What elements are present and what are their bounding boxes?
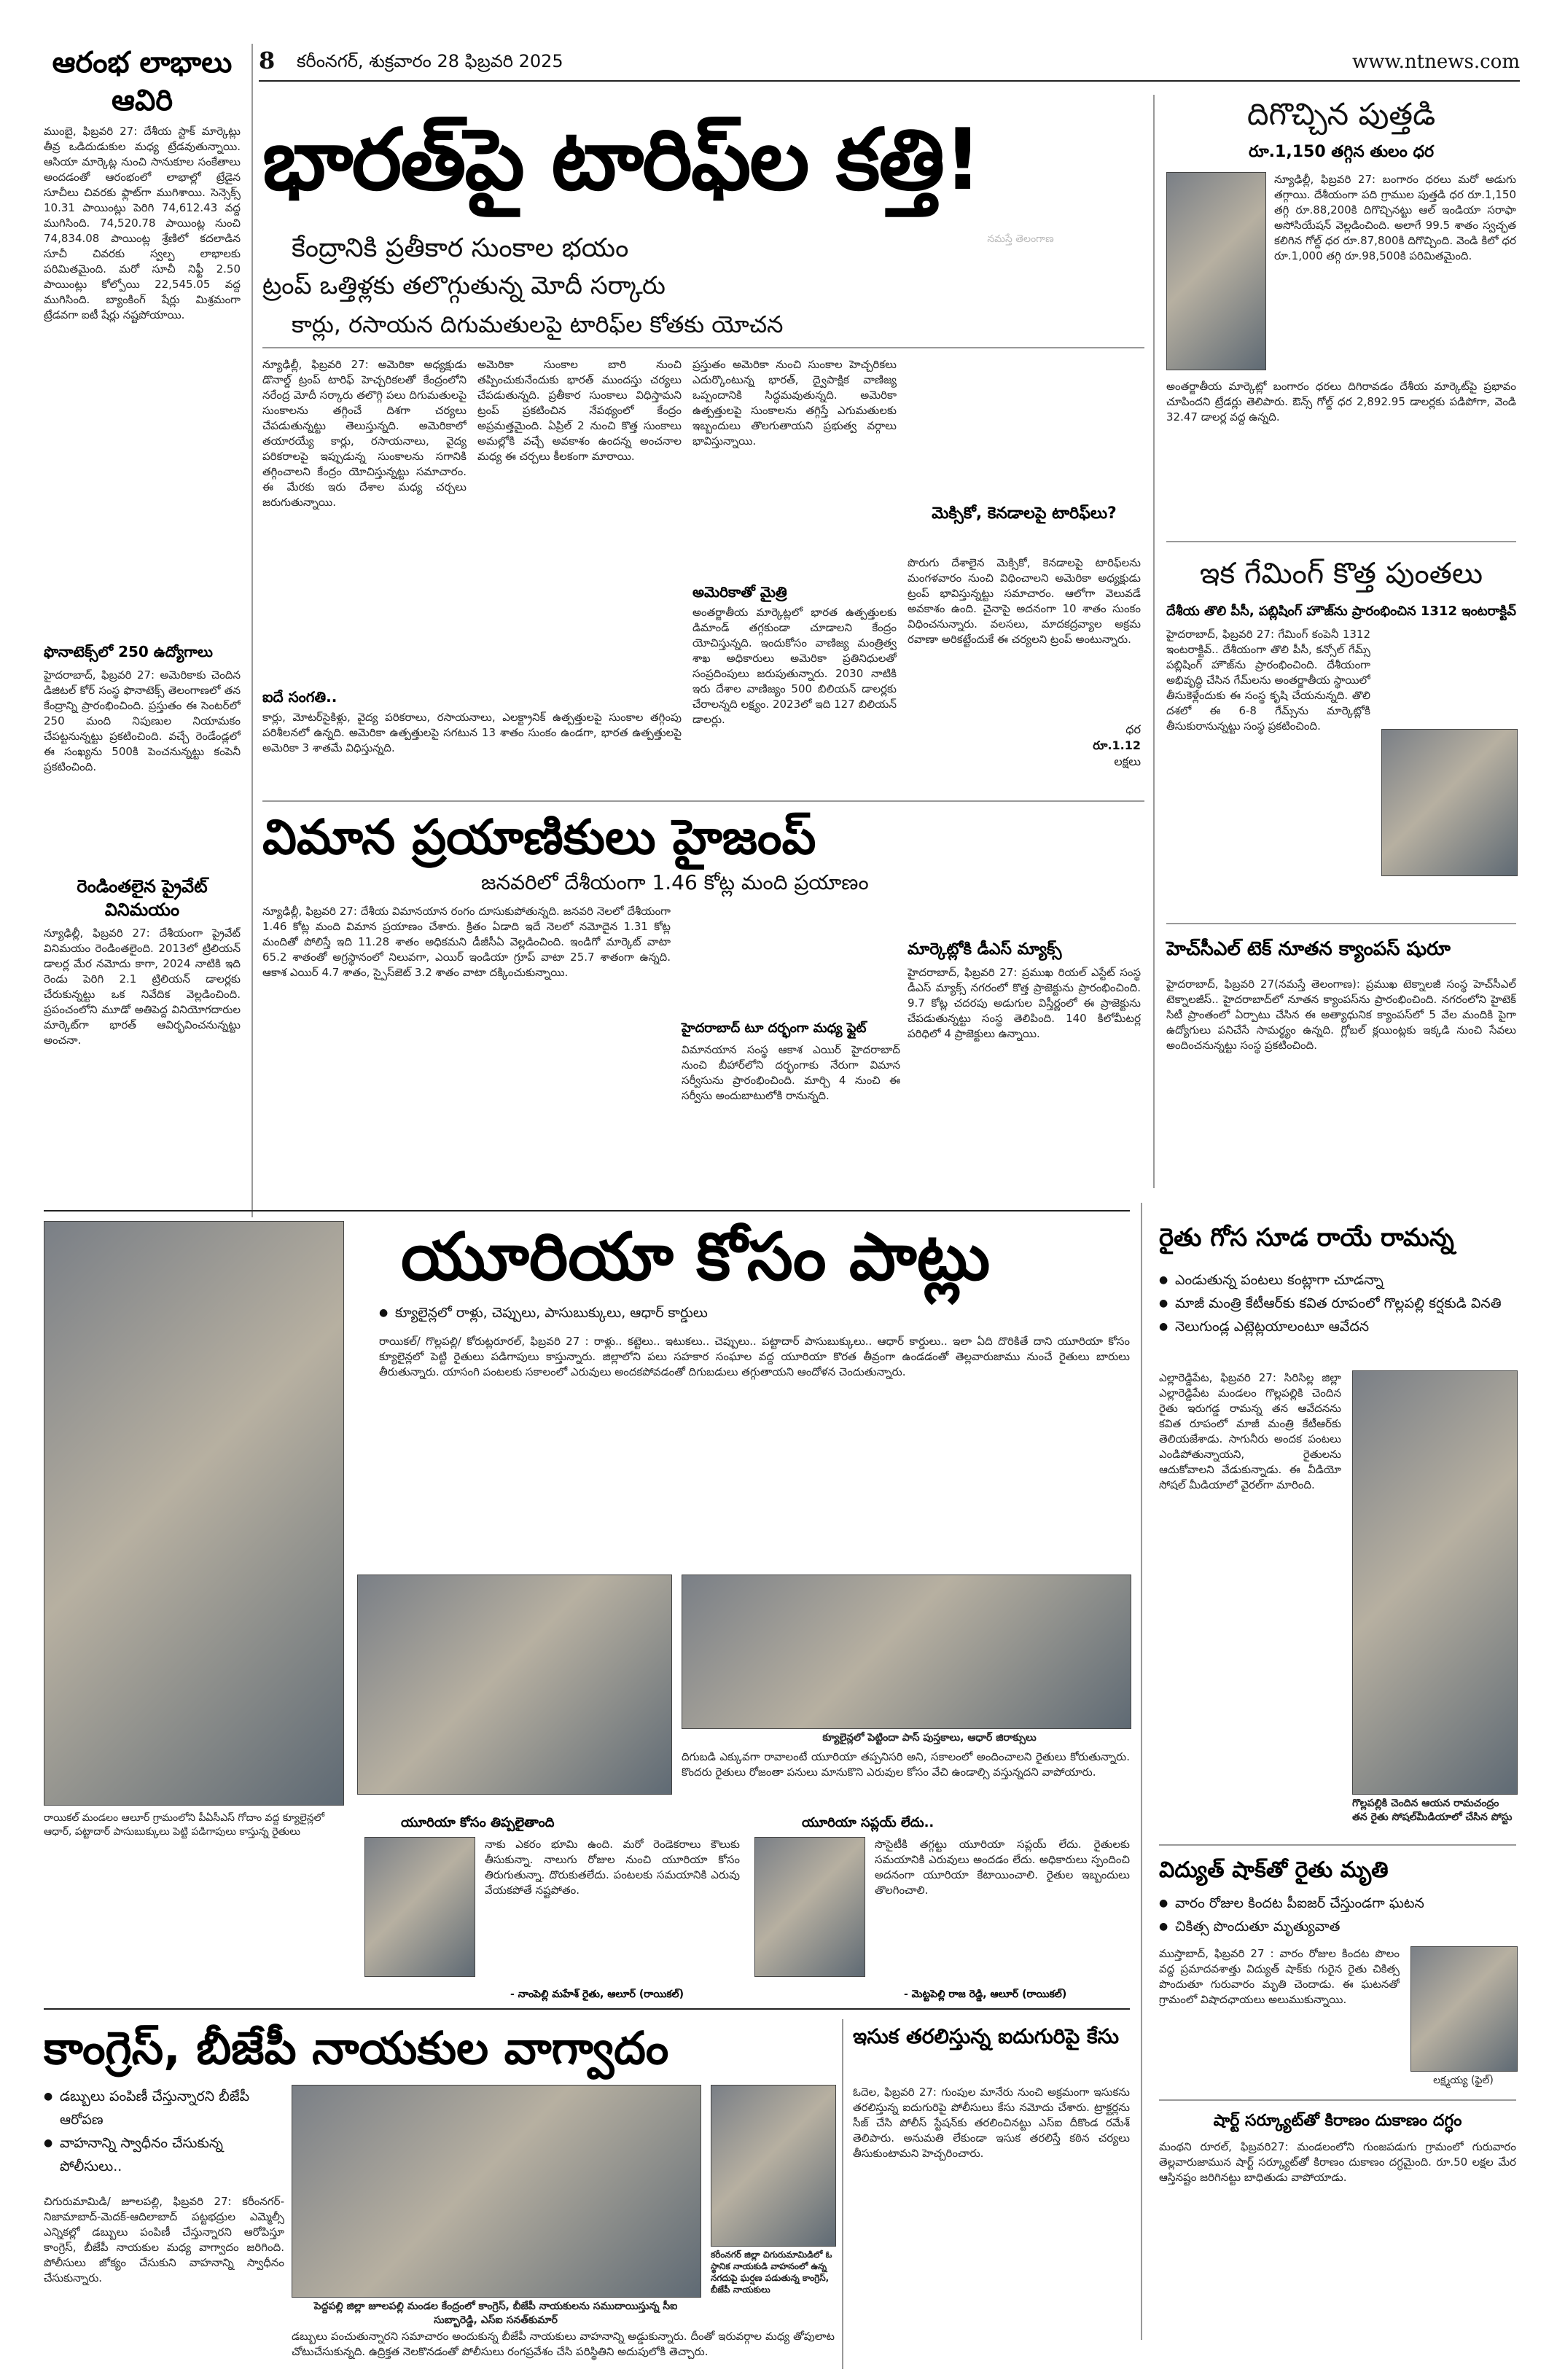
electric-body: ముస్తాబాద్, ఫిబ్రవరి 27 : వారం రోజుల కిందట పొలం వద్ద ప్రమాదవశాత్తు విద్యుత్ షాక్‌కు గురైన రైతు చికిత్స పొందుతూ గురువారం మృతి చెందాడు. ఈ ఘటనతో గ్రామంలో విషాదఛాయలు అలుముకున్నాయి. bbox=[1159, 1947, 1400, 2006]
hijump-subhead: జనవరిలో దేశీయంగా 1.46 కోట్ల మంది ప్రయాణం bbox=[481, 870, 869, 894]
congress-photo-2 bbox=[711, 2085, 836, 2247]
urea-body-b: దిగుబడి ఎక్కువగా రావాలంటే యూరియా తప్పనిసరి అని, సకాలంలో అందించాలని రైతులు కోరుతున్నారు. కొందరు రైతులు రోజంతా పనులు మానుకొని ఎరువుల కోసం వేచి ఉండాల్సి వస్తున్నదని వాపోయారు. bbox=[682, 1750, 1130, 1779]
congress-top-rule bbox=[44, 2008, 1130, 2010]
urea-top-rule bbox=[44, 1210, 1130, 1212]
gold-photo bbox=[1166, 172, 1266, 370]
congress-bullet-1: ● డబ్బులు పంపిణీ చేస్తున్నారని బీజేపీ ఆరోపణ bbox=[44, 2085, 284, 2131]
lead-kicker-3: కార్లు, రసాయన దిగుమతులపై టారిఫ్‌ల కోతకు యోచన bbox=[292, 311, 784, 338]
congress-headline: కాంగ్రెస్, బీజేపీ నాయకుల వాగ్వాదం bbox=[44, 2021, 669, 2075]
electric-bullet-2: ● చికిత్స పొందుతూ మృత్యువాత bbox=[1159, 1915, 1516, 1938]
quote1-body: నాకు ఎకరం భూమి ఉంది. మరో రెండెకరాలు కౌలుకు తీసుకున్నా. నాలుగు రోజుల నుంచి యూరియా కోసం తిరుగుతున్నా. దొరుకుతలేదు. పంటలకు సమయానికి ఎరువు వేయకపోతే నష్టపోతం. bbox=[485, 1838, 740, 1897]
price-stat-value: రూ.1.12 bbox=[1093, 738, 1141, 752]
left-col-body: ముంబై, ఫిబ్రవరి 27: దేశీయ స్టాక్ మార్కెట్లు తీవ్ర ఒడిదుడుకుల మధ్య ట్రేడవుతున్నాయి. ఆసియా మార్కెట్ల నుంచి సానుకూల సంకేతాలు అందడంతో ఆరంభంలో లాభాల్లో ట్రేడైన సూచీలు చివరకు ఫ్లాట్‌గా ముగిశాయి. సెన్సెక్స్ 10.31 పాయింట్లు పెరిగి 74,612.43 వద్ద ముగిసింది. 74,520.78 పాయింట్ల నుంచి 74,834.08 పాయింట్ల శ్రేణిలో కదలాడిన సూచీ చివరకు స్వల్ప లాభాలకు పరిమితమైంది. మరో సూచీ నిఫ్టీ 2.50 పాయింట్లు కోల్పోయి 22,545.05 వద్ద ముగిసింది. బ్యాంకింగ్ షేర్లు మిశ్రమంగా ట్రేడవగా ఐటీ షేర్లు నష్టపోయాయి. bbox=[44, 125, 241, 321]
lead-side-body: కార్లు, మోటర్‌సైకిళ్లు, వైద్య పరికరాలు, రసాయనాలు, ఎలక్ట్రానిక్ ఉత్పత్తులపై సుంకాల తగ్గింపు పరిశీలనలో ఉన్నది. అమెరికా ఉత్పత్తులపై సగటున 13 శాతం సుంకం ఉండగా, భారత ఉత్పత్తులపై అమెరికా 3 శాతమే విధిస్తున్నది. bbox=[262, 711, 682, 754]
gaming-subhead: దేశీయ తొలి పీసీ, పబ్లిషింగ్ హౌజ్‌ను ప్రారంభించిన 1312 ఇంటరాక్టివ్ bbox=[1166, 604, 1516, 619]
center-right-divider bbox=[1153, 95, 1155, 1188]
gaming-headline: ఇక గేమింగ్ కొత్త పుంతలు bbox=[1199, 557, 1483, 590]
urea-headline: యూరియా కోసం పాట్లు bbox=[401, 1219, 991, 1295]
urea-right-divider bbox=[1141, 1203, 1142, 2340]
price-stat bbox=[1061, 722, 1141, 770]
lead-side-subhead: ఐదే సంగతి.. bbox=[262, 688, 337, 706]
electric-headline: విద్యుత్ షాక్‌తో రైతు మృతి bbox=[1159, 1857, 1389, 1883]
gaming-body: హైదరాబాద్, ఫిబ్రవరి 27: గేమింగ్ కంపెనీ 1312 ఇంటరాక్టివ్.. దేశీయంగా తొలి పీసీ, కన్సోల్ గేమ్స్ పబ్లిషింగ్ హౌజ్‌ను ప్రారంభించింది. దేశీయంగా అభివృద్ధి చేసిన గేమ్‌లను అంతర్జాతీయ స్థాయిలో తీసుకెళ్లేందుకు ఈ సంస్థ కృషి చేయనున్నది. తొలి దశలో ఈ 6-8 గేమ్స్‌ను మార్కెట్లోకి తీసుకురానున్నట్టు సంస్థ ప్రకటించింది. bbox=[1166, 628, 1370, 733]
lead-watermark: నమస్తే తెలంగాణ bbox=[987, 233, 1054, 245]
gold-rule bbox=[1166, 541, 1516, 542]
electric-bullet-1: ● వారం రోజుల కిందట పీఐజర్ చేస్తుండగా ఘటన bbox=[1159, 1892, 1516, 1915]
quote1-sign: - నాంపెల్లి మహేశ్ రైతు, ఆలూర్ (రాయికల్) bbox=[510, 1989, 684, 2000]
mexico-body: పొరుగు దేశాలైన మెక్సికో, కెనడాలపై టారిఫ్‌లను మంగళవారం నుంచి విధించాలని అమెరికా అధ్యక్షుడు ట్రంప్ భావిస్తున్నట్టు సమాచారం. ఆలోగా వెలువడే అవకాశం ఉంది. చైనాపై అదనంగా 10 శాతం సుంకం విధించనున్నారు. వలసలు, మాదకద్రవ్యాల అక్రమ రవాణా అరికట్టేందుకే ఈ చర్యలని ట్రంప్ అంటున్నారు. bbox=[908, 556, 1141, 646]
fonatex-headline: ఫొనాటెక్స్‌లో 250 ఉద్యోగాలు bbox=[44, 643, 213, 660]
urea-photo-passbooks-caption: క్యూలైన్లలో పెట్టిందా పాస్ పుస్తకాలు, ఆధార్ జిరాక్సులు bbox=[822, 1732, 1037, 1744]
lead-body-a: న్యూఢిల్లీ, ఫిబ్రవరి 27: అమెరికా అధ్యక్షుడు డొనాల్డ్ ట్రంప్ టారిఫ్ హెచ్చరికలతో కేంద్రంలోని నరేంద్ర మోదీ సర్కారు తలొగ్గి పలు దిగుమతులపై సుంకాలను తగ్గించే దిశగా చర్యలు చేపడుతున్నట్టు తెలుస్తున్నది. అమెరికాలో తయారయ్యే కార్లు, రసాయనాలు, వైద్య పరికరాలపై ఇప్పుడున్న సుంకాలను సగానికి తగ్గించాలని కేంద్రం యోచిస్తున్నట్టు సమాచారం. ఈ మేరకు ఇరు దేశాల మధ్య చర్చలు జరుగుతున్నాయి. bbox=[262, 358, 467, 509]
urea-body-a: రాయికల్/ గొల్లపల్లి/ కోరుట్లరూరల్, ఫిబ్రవరి 27 : రాళ్లు.. కట్టెలు.. ఇటుకలు.. చెప్పులు.. పట్టాదార్ పాసుబుక్కులు.. ఆధార్ కార్డులు.. ఇలా ఏది దొరికితే దాని యూరియా కోసం క్యూలైన్లలో పెట్టి రైతులు పడిగాపులు కాస్తున్నారు. జిల్లాలోని పలు సహకార సంఘాల వద్ద యూరియా కొరత తీవ్రంగా ఉండడంతో తెల్లవారుజాము నుంచే రైతులు బారులు తీరుతున్నారు. యాసంగి పంటలకు సకాలంలో ఎరువులు అందకపోవడంతో దిగుబడులు తగ్గుతాయని ఆందోళన చెందుతున్నారు. bbox=[379, 1335, 1130, 1378]
mexico-headline: మెక్సికో, కెనడాలపై టారిఫ్‌లు? bbox=[932, 504, 1117, 523]
darbhanga-headline: హైదరాబాద్ టూ దర్భంగా మధ్య ఫ్లైట్ bbox=[682, 1021, 867, 1036]
mexico-box bbox=[908, 503, 1141, 795]
electric-photo bbox=[1410, 1946, 1518, 2072]
dsmax-body: హైదరాబాద్, ఫిబ్రవరి 27: ప్రముఖ రియల్ ఎస్టేట్ సంస్థ డీఎస్ మ్యాక్స్ నగరంలో కొత్త ప్రాజెక్టును ప్రారంభించింది. 9.7 కోట్ల చదరపు అడుగుల విస్తీర్ణంలో ఈ ప్రాజెక్టును చేపడుతున్నట్టు సంస్థ తెలిపింది. 140 కిలోమీటర్ల పరిధిలో 4 ప్రాజెక్టులు ఉన్నాయి. bbox=[908, 966, 1141, 1040]
short-circuit-body: మంథని రూరల్, ఫిబ్రవరి27: మండలంలోని గుంజపడుగు గ్రామంలో గురువారం తెల్లవారుజామున షార్ట్ సర్క్యూట్‌తో కిరాణం దుకాణం దగ్ధమైంది. రూ.50 లక్షల మేర ఆస్తినష్టం జరిగినట్టు బాధితుడు వాపోయాడు. bbox=[1159, 2140, 1516, 2184]
left-col-headline: ఆరంభ లాభాలు ఆవిరి bbox=[52, 46, 233, 117]
short-circuit-headline: షార్ట్ సర్క్యూట్‌తో కిరాణం దుకాణం దగ్ధం bbox=[1213, 2112, 1462, 2130]
congress-photo-1-caption: పెద్దపల్లి జిల్లా జూలపల్లి మండల కేంద్రంలో కాంగ్రెస్, బీజేపీ నాయకులను సముదాయిస్తున్న సీఐ సుబ్బారెడ్డి, ఎస్‌ఐ సనత్‌కుమార్ bbox=[313, 2301, 678, 2326]
price-stat-unit: లక్షలు bbox=[1114, 754, 1141, 768]
sand-body: ఓదెల, ఫిబ్రవరి 27: గుంపుల మానేరు నుంచి అక్రమంగా ఇసుకను తరలిస్తున్న ఐదుగురిపై పోలీసులు కేసు నమోదు చేశారు. ట్రాక్టర్లను సీజ్ చేసి పోలీస్ స్టేషన్‌కు తరలించినట్టు ఎస్‌ఐ దీకొండ రమేశ్ తెలిపారు. అనుమతి లేకుండా ఇసుక తరలిస్తే కఠిన చర్యలు తీసుకుంటామని హెచ్చరించారు. bbox=[853, 2086, 1130, 2160]
masthead bbox=[259, 44, 1520, 77]
quote1-portrait bbox=[364, 1837, 475, 1977]
lead-kicker-1: కేంద్రానికి ప్రతీకార సుంకాల భయం bbox=[292, 233, 629, 263]
congress-photo-2-caption: కరీంనగర్ జిల్లా చిగురుమామిడిలో ఓ స్థానిక నాయకుడి వాహనంలో ఉన్న నగదుపై ఘర్షణ పడుతున్న కాంగ్రెస్, బీజేపీ నాయకులు bbox=[711, 2250, 832, 2295]
private-consumption-headline: రెండింతలైన ప్రైవేట్ వినిమయం bbox=[77, 876, 208, 920]
congress-body-b: డబ్బులు పంచుతున్నారని సమాచారం అందుకున్న బీజేపీ నాయకులు వాహనాన్ని అడ్డుకున్నారు. దీంతో ఇరువర్గాల మధ్య తోపులాట చోటుచేసుకున్నది. ఉద్రిక్తత నెలకొనడంతో పోలీసులు రంగప్రవేశం చేసి పరిస్థితిని అదుపులోకి తెచ్చారు. bbox=[292, 2330, 835, 2358]
farmer-bullet-1: ● ఎండుతున్న పంటలు కంట్లాగా చూడన్నా bbox=[1159, 1268, 1516, 1292]
quote2-portrait bbox=[754, 1837, 865, 1977]
hijump-body: న్యూఢిల్లీ, ఫిబ్రవరి 27: దేశీయ విమానయాన రంగం దూసుకుపోతున్నది. జనవరి నెలలో దేశీయంగా 1.46 కోట్ల మంది విమాన ప్రయాణం చేశారు. క్రితం ఏడాది ఇదే నెలలో నమోదైన 1.31 కోట్ల మందితో పోలిస్తే ఇది 11.28 శాతం అధికమని డీజీసీఏ వెల్లడించింది. ఇండిగో మార్కెట్ వాటా 65.2 శాతంతో అగ్రస్థానంలో నిలువగా, ఎయిర్ ఇండియా గ్రూప్ వాటా 25.7 శాతంగా ఉన్నది. ఆకాశ ఎయిర్ 4.7 శాతం, స్పైస్‌జెట్ 3.2 శాతం వాటా దక్కించుకున్నాయి. bbox=[262, 905, 671, 979]
hcl-headline: హెచ్‌సీఎల్ టెక్ నూతన క్యాంపస్ షురూ bbox=[1166, 938, 1451, 960]
dateline: కరీంనగర్, శుక్రవారం 28 ఫిబ్రవరి 2025 bbox=[297, 51, 563, 71]
quote1-headline: యూరియా కోసం తిప్పలైతాంది bbox=[401, 1815, 555, 1830]
electric-rule bbox=[1159, 2099, 1516, 2101]
urea-photo-queue bbox=[357, 1575, 672, 1795]
quote2-body: సొసైటీకి తగ్గట్టు యూరియా సప్లయ్ లేదు. రైతులకు సమయానికి ఎరువులు అందడం లేదు. అధికారులు స్పందించి అదనంగా యూరియా కేటాయించాలి. రైతుల ఇబ్బందులు తొలగించాలి. bbox=[875, 1838, 1130, 1897]
quote2-sign: - మెట్టపెల్లి రాజ రెడ్డి, ఆలూర్ (రాయికల్) bbox=[904, 1989, 1067, 2000]
gold-body-b: అంతర్జాతీయ మార్కెట్లో బంగారం ధరలు దిగిరావడం దేశీయ మార్కెట్‌పై ప్రభావం చూపిందని ట్రేడర్లు తెలిపారు. ఔన్స్ గోల్డ్ ధర 2,892.95 డాలర్లకు పడిపోగా, వెండి 32.47 డాలర్ల వద్ద ఉన్నది. bbox=[1166, 380, 1516, 424]
congress-bullet-2: ● వాహనాన్ని స్వాధీనం చేసుకున్న పోలీసులు.. bbox=[44, 2131, 284, 2178]
farmer-bullet-3: ● నెలుగుండ్ల ఎట్లెట్లయాలంటూ ఆవేదన bbox=[1159, 1315, 1516, 1338]
urea-photo-main-caption: రాయికల్ మండలం ఆలూర్ గ్రామంలోని పీఏసీఎస్ గోదాం వద్ద క్యూలైన్లలో ఆధార్, పట్టాదార్ పాసుబుక్కులు పెట్టి పడిగాపులు కాస్తున్న రైతులు bbox=[44, 1812, 325, 1838]
urea-bullets bbox=[379, 1301, 1130, 1324]
gaming-rule bbox=[1166, 923, 1516, 924]
hijump-top-rule bbox=[262, 800, 1144, 802]
urea-photo-passbooks bbox=[682, 1575, 1131, 1729]
gold-subhead: రూ.1,150 తగ్గిన తులం ధర bbox=[1248, 143, 1435, 161]
electric-photo-caption: లక్ష్మయ్య (ఫైల్) bbox=[1433, 2075, 1494, 2086]
lead-headline: భారత్‌పై టారిఫ్‌ల కత్తి! bbox=[262, 111, 981, 209]
page-number: 8 bbox=[259, 47, 276, 74]
farmer-bullet-2: ● మాజీ మంత్రి కేటీఆర్‌కు కవిత రూపంలో గొల్లపల్లి కర్షకుడి వినతి bbox=[1159, 1292, 1516, 1315]
sand-headline: ఇసుక తరలిస్తున్న ఐదుగురిపై కేసు bbox=[853, 2024, 1120, 2048]
lead-subhead: అమెరికాతో మైత్రి bbox=[692, 583, 787, 601]
congress-photo-1 bbox=[292, 2085, 701, 2298]
farmer-bullets bbox=[1159, 1268, 1516, 1338]
hijump-headline: విమాన ప్రయాణికులు హైజంప్ bbox=[262, 809, 816, 865]
private-consumption-body: న్యూఢిల్లీ, ఫిబ్రవరి 27: దేశీయంగా ప్రైవేట్ వినిమయం రెండింతలైంది. 2013లో ట్రిలియన్ డాలర్ల మేర నమోదు కాగా, 2024 నాటికి ఇది రెండు పెరిగి 2.1 ట్రిలియన్ డాలర్లకు చేరుకున్నట్టు ఒక నివేదిక వెల్లడించింది. ప్రపంచంలోని మూడో అతిపెద్ద వినియోగదారుల మార్కెట్‌గా భారత్ ఆవిర్భవించనున్నట్టు అంచనా. bbox=[44, 926, 241, 1047]
fonatex-body: హైదరాబాద్, ఫిబ్రవరి 27: అమెరికాకు చెందిన డిజిటల్ కోర్ సంస్థ ఫొనాటెక్స్ తెలంగాణలో తన కేంద్రాన్ని ప్రారంభించింది. ప్రస్తుతం ఈ సెంటర్‌లో 250 మంది నిపుణుల నియామకం చేపట్టనున్నట్టు ప్రకటించింది. వచ్చే రెండేండ్లలో ఈ సంఖ్యను 500కి పెంచనున్నట్టు కంపెనీ ప్రకటించింది. bbox=[44, 668, 241, 773]
gold-body-a: న్యూఢిల్లీ, ఫిబ్రవరి 27: బంగారం ధరలు మరో అడుగు తగ్గాయి. దేశీయంగా పది గ్రాముల పుత్తడి ధర రూ.1,150 తగ్గి రూ.88,200కి దిగొచ్చినట్టు ఆల్ ఇండియా సరాఫా అసోసియేషన్ వెల్లడించింది. అలాగే 99.5 శాతం స్వచ్ఛత కలిగిన గోల్డ్ ధర రూ.87,800కి దిగొచ్చింది. వెండి కిలో ధర రూ.1,000 తగ్గి రూ.98,500కి పరిమితమైంది. bbox=[1274, 173, 1516, 262]
website[interactable]: www.ntnews.com bbox=[1351, 51, 1520, 73]
price-stat-label: ధర bbox=[1125, 722, 1141, 736]
lead-kicker-2: ట్రంప్ ఒత్తిళ్లకు తలొగ్గుతున్న మోదీ సర్కారు bbox=[262, 271, 666, 300]
urea-bullet-1: ● క్యూలైన్లలో రాళ్లు, చెప్పులు, పాసుబుక్కులు, ఆధార్ కార్డులు bbox=[379, 1301, 1130, 1324]
gold-headline: దిగొచ్చిన పుత్తడి bbox=[1246, 96, 1436, 132]
sand-divider bbox=[842, 2019, 843, 2369]
left-col-divider bbox=[251, 44, 253, 1217]
lead-body-c: ప్రస్తుతం అమెరికా నుంచి సుంకాల హెచ్చరికలు ఎదుర్కొంటున్న భారత్, ద్వైపాక్షిక వాణిజ్య ఒప్పందానికి సిద్ధమవుతున్నది. అమెరికా ఉత్పత్తులపై సుంకాలను తగ్గిస్తే ఎగుమతులకు ఇబ్బందులు తొలగుతాయని ప్రభుత్వ వర్గాలు భావిస్తున్నాయి. bbox=[692, 358, 897, 448]
lead-kicker-rule bbox=[262, 347, 1144, 348]
farmer-headline: రైతు గోస సూడ రాయే రామన్న bbox=[1159, 1223, 1454, 1252]
farmer-rule bbox=[1159, 1844, 1516, 1846]
masthead-rule bbox=[259, 80, 1520, 82]
lead-body-d: అంతర్జాతీయ మార్కెట్లలో భారత ఉత్పత్తులకు డిమాండ్ తగ్గకుండా చూడాలని కేంద్రం యోచిస్తున్నది. ఇందుకోసం వాణిజ్య మంత్రిత్వ శాఖ అధికారులు అమెరికా ప్రతినిధులతో సంప్రదింపులు జరుపుతున్నారు. 2030 నాటికి ఇరు దేశాల వాణిజ్యం 500 బిలియన్ డాలర్లకు చేరాలన్నది లక్ష్యం. 2023లో ఇది 127 బిలియన్ డాలర్లు. bbox=[692, 606, 897, 726]
electric-bullets bbox=[1159, 1892, 1516, 1938]
dsmax-headline: మార్కెట్లోకి డీఎస్ మ్యాక్స్ bbox=[908, 940, 1062, 959]
farmer-photo-caption: గొల్లపల్లికి చెందిన ఆయన రామచంద్రం తన రైతు సోషల్‌మీడియాలో చేసిన పోస్టు bbox=[1352, 1798, 1513, 1823]
urea-photo-main bbox=[44, 1221, 344, 1806]
lead-body-b: అమెరికా సుంకాల బారి నుంచి తప్పించుకునేందుకు భారత్ ముందస్తు చర్యలు చేపడుతున్నది. ప్రతీకార సుంకాలు విధిస్తామని ట్రంప్ ప్రకటించిన నేపథ్యంలో కేంద్రం అప్రమత్తమైంది. ఏప్రిల్ 2 నుంచి కొత్త సుంకాలు అమల్లోకి వచ్చే అవకాశం ఉందన్న అంచనాల మధ్య ఈ చర్చలు కీలకంగా మారాయి. bbox=[477, 358, 682, 463]
farmer-photo bbox=[1352, 1370, 1518, 1795]
congress-bullets bbox=[44, 2085, 284, 2178]
quote2-headline: యూరియా సప్లయ్ లేదు.. bbox=[802, 1815, 934, 1830]
hcl-body: హైదరాబాద్, ఫిబ్రవరి 27(నమస్తే తెలంగాణ): ప్రముఖ టెక్నాలజీ సంస్థ హెచ్‌సీఎల్ టెక్నాలజీస్.. హైదరాబాద్‌లో నూతన క్యాంపస్‌ను ప్రారంభించింది. నగరంలోని హైటెక్ సిటీ ప్రాంతంలో ఏర్పాటు చేసిన ఈ అత్యాధునిక క్యాంపస్‌లో 5 వేల మందికి పైగా ఉద్యోగులు పనిచేసే సామర్థ్యం ఉన్నది. గ్లోబల్ క్లయింట్లకు ఇక్కడి నుంచి సేవలు అందించనున్నట్టు సంస్థ ప్రకటించింది. bbox=[1166, 978, 1516, 1052]
gaming-photo bbox=[1381, 729, 1518, 876]
darbhanga-body: విమానయాన సంస్థ ఆకాశ ఎయిర్ హైదరాబాద్ నుంచి బీహార్‌లోని దర్భంగాకు నేరుగా విమాన సర్వీసును ప్రారంభించింది. మార్చి 4 నుంచి ఈ సర్వీసు అందుబాటులోకి రానున్నది. bbox=[682, 1043, 900, 1102]
congress-body-a: చిగురుమామిడి/ జూలపల్లి, ఫిబ్రవరి 27: కరీంనగర్-నిజామాబాద్-మెదక్-ఆదిలాబాద్ పట్టభద్రుల ఎమ్మెల్సీ ఎన్నికల్లో డబ్బులు పంపిణీ చేస్తున్నారని ఆరోపిస్తూ కాంగ్రెస్, బీజేపీ నాయకుల మధ్య వాగ్వాదం జరిగింది. పోలీసులు జోక్యం చేసుకుని వాహనాన్ని స్వాధీనం చేసుకున్నారు. bbox=[44, 2195, 284, 2285]
farmer-body: ఎల్లారెడ్డిపేట, ఫిబ్రవరి 27: సిరిసిల్ల జిల్లా ఎల్లారెడ్డిపేట మండలం గొల్లపల్లికి చెందిన రైతు ఇరుగడ్డ రామన్న తన ఆవేదనను కవిత రూపంలో మాజీ మంత్రి కేటీఆర్‌కు తెలియజేశాడు. సాగునీరు అందక పంటలు ఎండిపోతున్నాయని, రైతులను ఆదుకోవాలని వేడుకున్నాడు. ఈ వీడియో సోషల్ మీడియాలో వైరల్‌గా మారింది. bbox=[1159, 1371, 1341, 1491]
